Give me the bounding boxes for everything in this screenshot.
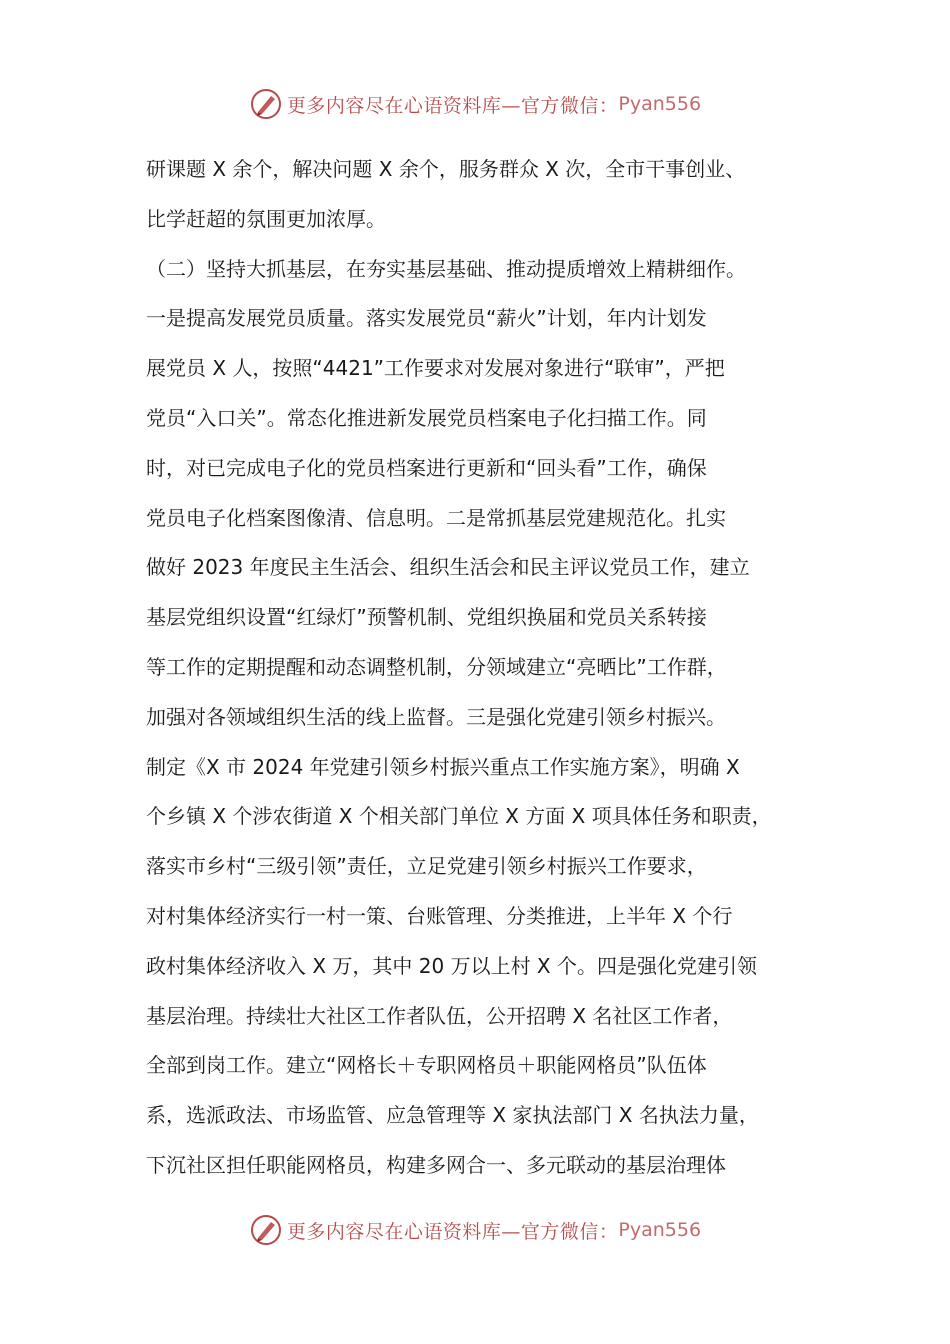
body-line: 对村集体经济实行一村一策、台账管理、分类推进，上半年 X 个行 [146,903,733,928]
body-line: 系，选派政法、市场监管、应急管理等 X 家执法部门 X 名执法力量， [146,1103,759,1128]
section-heading-line: （二）坚持大抓基层，在夯实基层基础、推动提质增效上精耕细作。 [146,256,746,281]
body-line: 政村集体经济收入 X 万，其中 20 万以上村 X 个。四是强化党建引领 [146,953,757,978]
body-line: 展党员 X 人，按照“4421”工作要求对发展对象进行“联审”，严把 [146,356,725,381]
body-line: 比学赶超的氛围更加浓厚。 [146,206,386,231]
body-line: 加强对各领域组织生活的线上监督。三是强化党建引领乡村振兴。 [146,704,726,729]
body-line: 基层党组织设置“红绿灯”预警机制、党组织换届和党员关系转接 [146,605,707,630]
pen-logo-icon [249,1213,283,1247]
document-body [146,145,826,1191]
body-line: 一是提高发展党员质量。落实发展党员“薪火”计划，年内计划发 [146,306,707,331]
header-watermark [0,84,950,124]
watermark-text: 更多内容尽在心语资料库—官方微信： [286,94,619,117]
pen-logo-icon [249,87,283,121]
footer-watermark [0,1210,950,1250]
body-line: 个乡镇 X 个涉农街道 X 个相关部门单位 X 方面 X 项具体任务和职责， [146,804,772,829]
body-line: 下沉社区担任职能网格员，构建多网合一、多元联动的基层治理体 [146,1152,726,1177]
body-line: 党员“入口关”。常态化推进新发展党员档案电子化扫描工作。同 [146,405,707,430]
body-line: 党员电子化档案图像清、信息明。二是常抓基层党建规范化。扎实 [146,505,726,530]
body-line: 基层治理。持续壮大社区工作者队伍，公开招聘 X 名社区工作者， [146,1003,733,1028]
body-line: 做好 2023 年度民主生活会、组织生活会和民主评议党员工作，建立 [146,555,750,580]
watermark-text: 更多内容尽在心语资料库—官方微信： [286,1220,619,1243]
body-line: 落实市乡村“三级引领”责任，立足党建引领乡村振兴工作要求， [146,854,707,879]
watermark-handle: Pyan556 [618,93,702,115]
body-line: 全部到岗工作。建立“网格长＋专职网格员＋职能网格员”队伍体 [146,1053,707,1078]
body-line: 等工作的定期提醒和动态调整机制，分领域建立“亮晒比”工作群， [146,654,727,679]
body-line: 时，对已完成电子化的党员档案进行更新和“回头看”工作，确保 [146,455,707,480]
watermark-handle: Pyan556 [618,1219,702,1241]
body-line: 研课题 X 余个，解决问题 X 余个，服务群众 X 次，全市干事创业、 [146,157,746,181]
body-line: 制定《X 市 2024 年党建引领乡村振兴重点工作实施方案》，明确 X [146,754,740,779]
